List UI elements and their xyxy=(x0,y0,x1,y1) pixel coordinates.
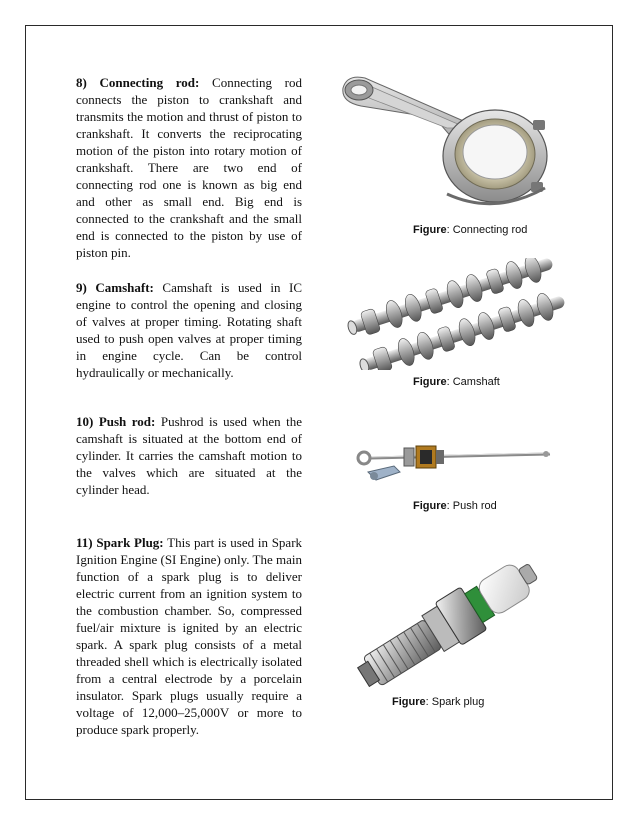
section-push-rod-text xyxy=(76,413,302,498)
figure-caption-push-rod xyxy=(413,500,497,512)
figure-caption-connecting-rod xyxy=(413,224,527,236)
section-body: Connecting rod connects the piston to crankshaft and transmits the motion and thrust of piston to crankshaft. It converts the reciprocating motion of the piston into rotary motion of crankshaft. There are two end of connecting rod one is known as big end and other as small end. Big end is connected to the crankshaft and the small end is connected to the piston by use of piston pin. xyxy=(76,75,302,260)
camshaft-image xyxy=(340,258,565,370)
caption-label: Figure xyxy=(413,376,447,388)
section-heading: 8) Connecting rod: xyxy=(76,75,200,90)
caption-label: Figure xyxy=(392,696,426,708)
connecting-rod-image xyxy=(335,66,565,216)
section-heading: 11) Spark Plug: xyxy=(76,535,164,550)
figure-caption-spark-plug xyxy=(392,696,484,708)
section-body: Camshaft is used in IC engine to control the opening and closing of valves at proper timing. Rotating shaft used to push open valves at proper timing in engine cycle. Can be control hydraulically or mechanically. xyxy=(76,280,303,380)
section-body: This part is used in Spark Ignition Engine (SI Engine) only. The main function of a spark plug is to deliver electric current from an ignition system to the combustion chamber. So, compressed fuel/air mixture is ignited by an electric spark. A spark plug consists of a metal threaded shell which is electrically isolated from a central electrode by a porcelain insulator. Spark plugs usually require a voltage of 12,000–25,000V or more to produce spark properly. xyxy=(76,535,303,737)
push-rod-image xyxy=(350,438,555,488)
caption-label: Figure xyxy=(413,224,447,236)
spark-plug-image xyxy=(340,548,555,694)
caption-text: : Connecting rod xyxy=(446,224,528,236)
section-heading: 10) Push rod: xyxy=(76,414,156,429)
section-heading: 9) Camshaft: xyxy=(76,280,154,295)
caption-label: Figure xyxy=(413,500,447,512)
caption-text: : Spark plug xyxy=(425,696,485,708)
section-connecting-rod-text xyxy=(76,74,302,261)
section-spark-plug-text xyxy=(76,534,302,738)
figure-caption-camshaft xyxy=(413,376,500,388)
section-body: Pushrod is used when the camshaft is situated at the bottom end of cylinder. It carries the camshaft motion to the valves which are situated at the cylinder head. xyxy=(76,414,302,497)
section-camshaft-text xyxy=(76,279,302,381)
caption-text: : Push rod xyxy=(446,500,497,512)
caption-text: : Camshaft xyxy=(446,376,500,388)
